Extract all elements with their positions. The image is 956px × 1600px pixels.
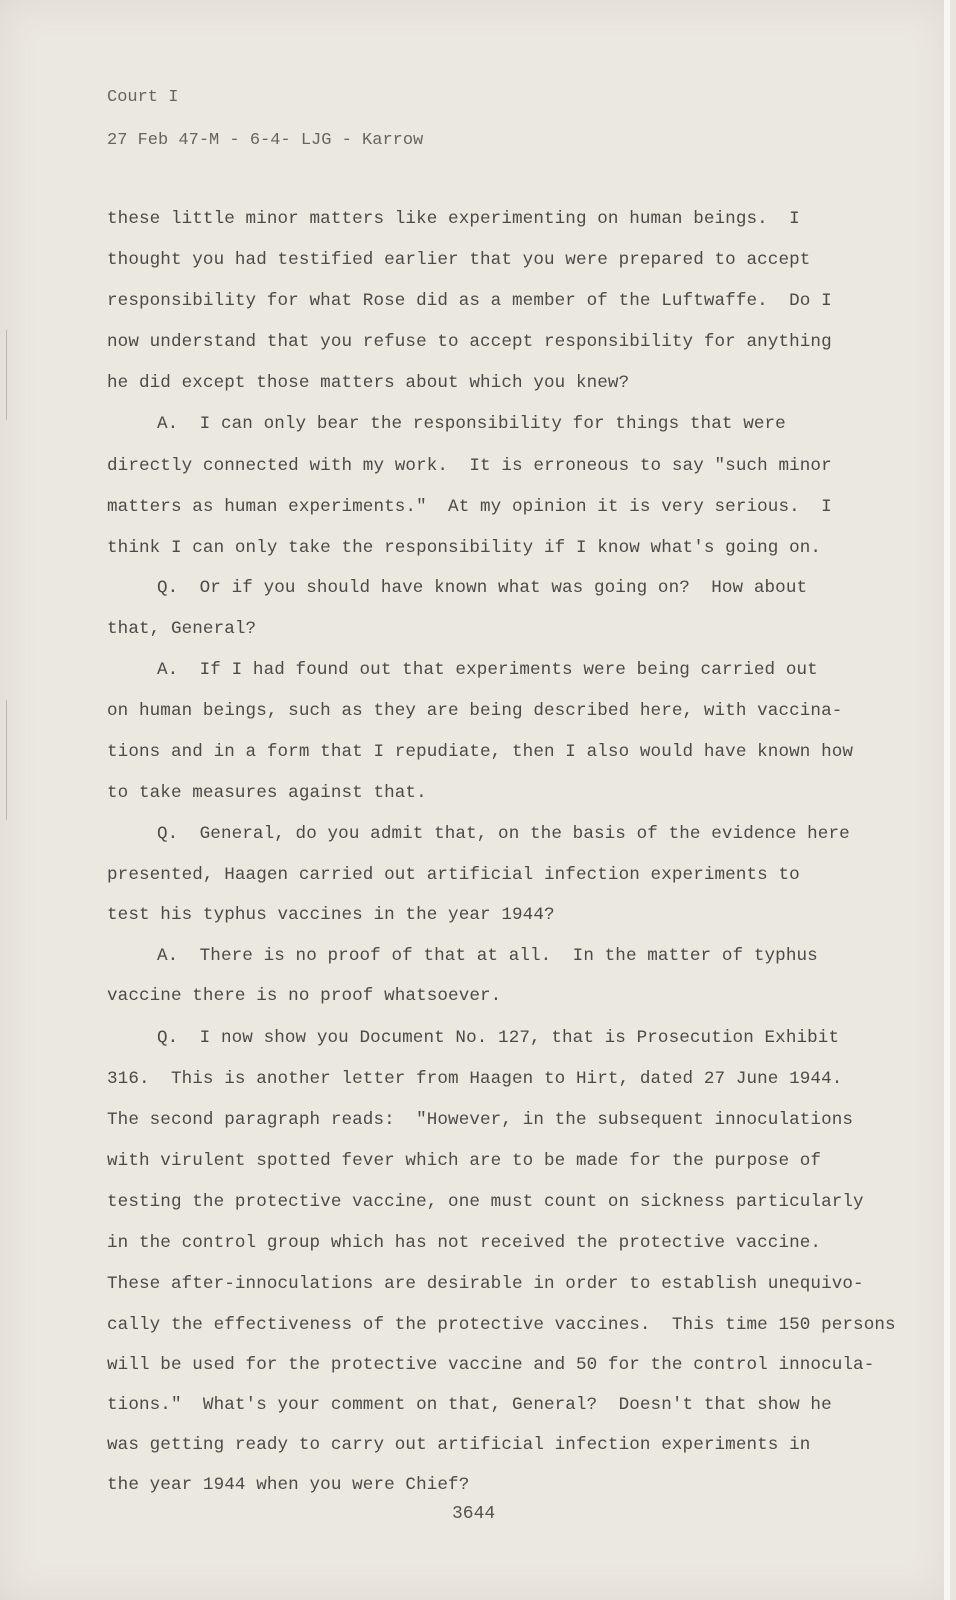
margin-mark <box>6 330 7 420</box>
transcript-line: 316. This is another letter from Haagen to Hirt, dated 27 June 1944. <box>107 1069 843 1089</box>
transcript-line: tions and in a form that I repudiate, then I also would have known how <box>107 742 854 762</box>
transcript-line: will be used for the protective vaccine and 50 for the control innocula- <box>107 1355 875 1375</box>
transcript-line: now understand that you refuse to accept responsibility for anything <box>107 332 832 352</box>
transcript-line: cally the effectiveness of the protective vaccines. This time 150 persons <box>107 1315 896 1335</box>
transcript-line: these little minor matters like experimenting on human beings. I <box>107 209 800 229</box>
transcript-line: vaccine there is no proof whatsoever. <box>107 986 502 1006</box>
court-label: Court I <box>107 88 179 107</box>
transcript-line: thought you had testified earlier that you were prepared to accept <box>107 250 811 270</box>
transcript-line: the year 1944 when you were Chief? <box>107 1475 470 1495</box>
transcript-line: directly connected with my work. It is erroneous to say "such minor <box>107 456 832 476</box>
transcript-line: Q. Or if you should have known what was going on? How about <box>157 578 808 598</box>
transcript-line: Q. General, do you admit that, on the basis of the evidence here <box>157 824 850 844</box>
page-number: 3644 <box>452 1504 496 1524</box>
transcript-line: matters as human experiments." At my opinion it is very serious. I <box>107 497 832 517</box>
transcript-line: with virulent spotted fever which are to be made for the purpose of <box>107 1151 822 1171</box>
transcript-line: presented, Haagen carried out artificial infection experiments to <box>107 865 800 885</box>
transcript-line: on human beings, such as they are being described here, with vaccina- <box>107 701 843 721</box>
transcript-line: A. I can only bear the responsibility for things that were <box>157 414 786 434</box>
transcript-line: A. There is no proof of that at all. In the matter of typhus <box>157 946 818 966</box>
transcript-line: testing the protective vaccine, one must count on sickness particularly <box>107 1192 864 1212</box>
transcript-line: to take measures against that. <box>107 783 427 803</box>
margin-mark <box>6 700 7 820</box>
transcript-line: was getting ready to carry out artificial infection experiments in <box>107 1435 811 1455</box>
transcript-line: think I can only take the responsibility if I know what's going on. <box>107 538 822 558</box>
transcript-line: The second paragraph reads: "However, in the subsequent innoculations <box>107 1110 854 1130</box>
transcript-line: responsibility for what Rose did as a member of the Luftwaffe. Do I <box>107 291 832 311</box>
page-edge <box>944 0 950 1600</box>
transcript-line: that, General? <box>107 619 257 639</box>
transcript-line: he did except those matters about which you knew? <box>107 373 630 393</box>
transcript-line: A. If I had found out that experiments were being carried out <box>157 660 818 680</box>
transcript-line: test his typhus vaccines in the year 1944? <box>107 905 555 925</box>
transcript-line: Q. I now show you Document No. 127, that is Prosecution Exhibit <box>157 1028 840 1048</box>
session-label: 27 Feb 47-M - 6-4- LJG - Karrow <box>107 131 424 150</box>
transcript-line: tions." What's your comment on that, General? Doesn't that show he <box>107 1395 832 1415</box>
transcript-line: These after-innoculations are desirable in order to establish unequivo- <box>107 1274 864 1294</box>
transcript-line: in the control group which has not received the protective vaccine. <box>107 1233 822 1253</box>
